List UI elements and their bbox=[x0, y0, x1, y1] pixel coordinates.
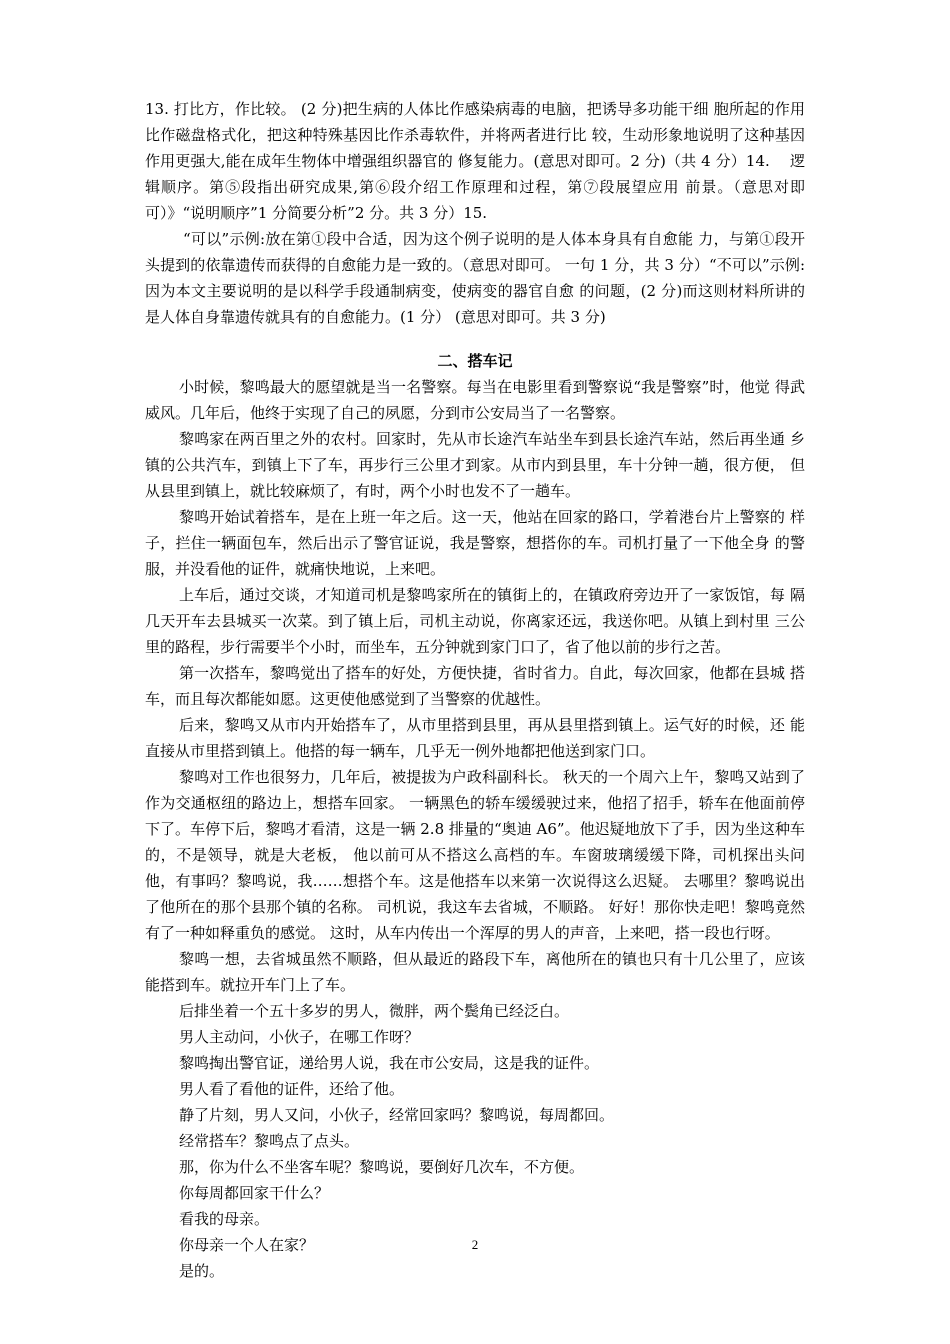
dialogue-line: 静了片刻，男人又问，小伙子，经常回家吗？黎鸣说，每周都回。 bbox=[179, 1106, 615, 1124]
dialogue-line: 后排坐着一个五十多岁的男人，微胖，两个鬓角已经泛白。 bbox=[179, 1002, 570, 1020]
story-paragraph: 黎鸣对工作也很努力，几年后，被提拔为户政科副科长。 秋天的一个周六上午，黎鸣又站到了作为交通枢纽的路边上，想搭车回家。 一辆黑色的轿车缓缓驶过来，他招了招手，轿车在他面前停下了。车停下后，黎鸣才看清，这是一辆 2.8 排量的“奥迪 A6”。他迟疑地放下了手，因为坐这种车的，不是领导，就是大老板， 他以前可从不搭这么高档的车。车窗玻璃缓缓下降，司机探出头问他，有事吗？黎鸣说，我……想搭个车。这是他搭车以来第一次说得这么迟疑。 去哪里？黎鸣说出了他所在的那个县那个镇的名称。 司机说，我这车去省城，不顺路。 好好！那你快走吧！黎鸣竟然有了一种如释重负的感觉。 这时，从车内传出一个浑厚的男人的声音，上来吧，搭一段也行呀。 bbox=[145, 768, 805, 942]
dialogue-line: 看我的母亲。 bbox=[179, 1210, 270, 1228]
story-paragraph: 黎鸣开始试着搭车，是在上班一年之后。这一天，他站在回家的路口，学着港台片上警察的 样子，拦住一辆面包车，然后出示了警官证说，我是警察，想搭你的车。司机打量了一下他全身 的警服，并没看他的证件，就痛快地说，上来吧。 bbox=[145, 508, 805, 578]
dialogue-line: 你每周都回家干什么？ bbox=[179, 1184, 330, 1202]
story-paragraph: 黎鸣家在两百里之外的农村。回家时，先从市长途汽车站坐车到县长途汽车站，然后再坐通 乡镇的公共汽车，到镇上下了车，再步行三公里才到家。从市内到县里，车十分钟一趟，很方便， 但从县里到镇上，就比较麻烦了，有时，两个小时也发不了一趟车。 bbox=[145, 430, 805, 500]
answer-paragraph-1: 13. 打比方，作比较。 (2 分)把生病的人体比作感染病毒的电脑，把诱导多功能干细 胞所起的作用比作磁盘格式化，把这种特殊基因比作杀毒软件，并将两者进行比 较，生动形象地说明了这种基因作用更强大,能在成年生物体中增强组织器官的 修复能力。(意思对即可。2 分)（共 4 分）14. 逻辑顺序。第⑤段指出研究成果,第⑥段介绍工作原理和过程，第⑦段展望应用 前景。（意思对即可）》“说明顺序”1 分简要分析”2 分。共 3 分）15. bbox=[145, 100, 805, 222]
dialogue-line: 你母亲一个人在家？ bbox=[179, 1236, 315, 1254]
story-paragraph: 后来，黎鸣又从市内开始搭车了，从市里搭到县里，再从县里搭到镇上。运气好的时候，还 能直接从市里搭到镇上。他搭的每一辆车，几乎无一例外地都把他送到家门口。 bbox=[145, 716, 805, 760]
page-content bbox=[145, 96, 805, 1284]
dialogue-line: 黎鸣掏出警官证，递给男人说，我在市公安局，这是我的证件。 bbox=[179, 1054, 600, 1072]
story-paragraph: 上车后，通过交谈，才知道司机是黎鸣家所在的镇街上的，在镇政府旁边开了一家饭馆，每 隔几天开车去县城买一次菜。到了镇上后，司机主动说，你离家还远，我送你吧。从镇上到村里 三公里的路程，步行需要半个小时，而坐车，五分钟就到家门口了，省了他以前的步行之苦。 bbox=[145, 586, 805, 656]
dialogue-line: 那，你为什么不坐客车呢？黎鸣说，要倒好几次车，不方便。 bbox=[179, 1158, 585, 1176]
page-number: 2 bbox=[471, 1237, 479, 1252]
story-paragraph: 小时候，黎鸣最大的愿望就是当一名警察。每当在电影里看到警察说“我是警察”时，他觉 得武威风。几年后，他终于实现了自己的夙愿，分到市公安局当了一名警察。 bbox=[145, 378, 805, 422]
dialogue-line: 男人主动问，小伙子，在哪工作呀？ bbox=[179, 1028, 420, 1046]
story-title: 二、搭车记 bbox=[437, 352, 513, 370]
dialogue-line: 经常搭车？黎鸣点了点头。 bbox=[179, 1132, 360, 1150]
story-paragraph: 第一次搭车，黎鸣觉出了搭车的好处，方便快捷，省时省力。自此，每次回家，他都在县城 搭车，而且每次都能如愿。这更使他感觉到了当警察的优越性。 bbox=[145, 664, 805, 708]
dialogue-line: 是的。 bbox=[179, 1262, 225, 1280]
answer-paragraph-2: “可以”示例:放在第①段中合适，因为这个例子说明的是人体本身具有自愈能 力，与第①段开头提到的依靠遗传而获得的自愈能力是一致的。（意思对即可。 一句 1 分，共 3 分）“不可以”示例:因为本文主要说明的是以科学手段通制病变，使病变的器官自愈 的问题，(2 分)而这则材料所讲的是人体自身靠遗传就具有的自愈能力。(1 分） (意思对即可。共 3 分) bbox=[145, 230, 805, 326]
story-paragraph: 黎鸣一想，去省城虽然不顺路，但从最近的路段下车，离他所在的镇也只有十几公里了，应该能搭到车。就拉开车门上了车。 bbox=[145, 950, 805, 994]
dialogue-line: 男人看了看他的证件，还给了他。 bbox=[179, 1080, 405, 1098]
